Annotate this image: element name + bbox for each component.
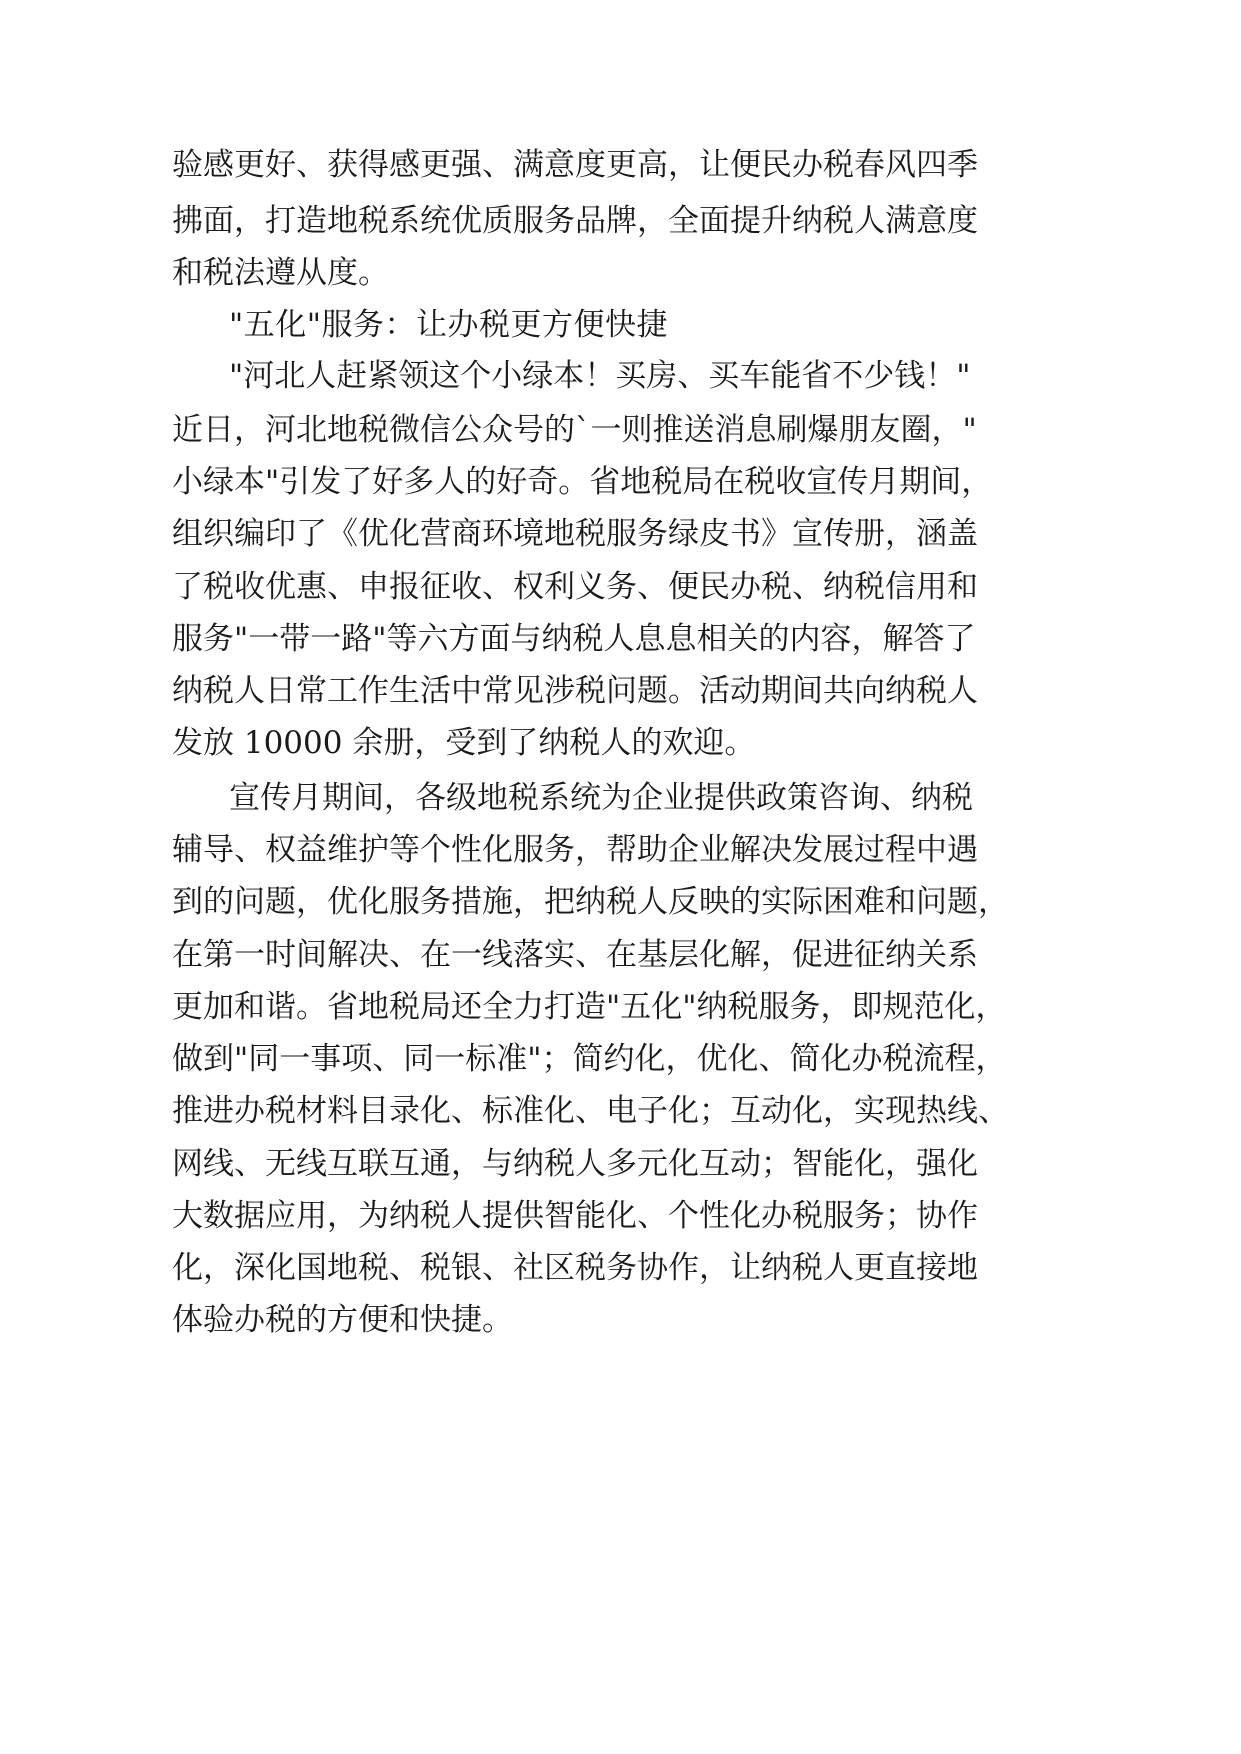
paragraph-line: [0, 872, 1241, 933]
line-text: 纳税人日常工作生活中常见涉税问题。活动期间共向纳税人: [172, 673, 978, 709]
line-text: 拂面，打造地税系统优质服务品牌，全面提升纳税人满意度: [172, 203, 978, 239]
line-text: 宣传月期间，各级地税系统为企业提供政策咨询、纳税: [229, 780, 973, 816]
line-text: 发放 10000 余册，受到了纳税人的欢迎。: [172, 725, 756, 761]
paragraph-line: [0, 1081, 1241, 1142]
line-text: 大数据应用，为纳税人提供智能化、个性化办税服务；协作: [172, 1198, 978, 1234]
heading-text: "五化"服务：让办税更方便快捷: [229, 307, 669, 343]
line-text: 验感更好、获得感更强、满意度更高，让便民办税春风四季: [172, 147, 978, 183]
line-text: 做到"同一事项、同一标准"；简约化，优化、简化办税流程，: [172, 1041, 1007, 1077]
line-text: "河北人赶紧领这个小绿本！买房、买车能省不少钱！": [229, 358, 971, 394]
line-text: 近日，河北地税微信公众号的`一则推送消息刷爆朋友圈，": [172, 412, 977, 448]
line-text: 更加和谐。省地税局还全力打造"五化"纳税服务，即规范化，: [172, 989, 1007, 1025]
line-text: 和税法遵从度。: [172, 255, 389, 291]
paragraph-line: [0, 504, 1241, 565]
line-text: 推进办税材料目录化、标准化、电子化；互动化，实现热线、: [172, 1093, 1009, 1129]
paragraph-line: [0, 713, 1241, 774]
line-text: 了税收优惠、申报征收、权利义务、便民办税、纳税信用和: [172, 569, 978, 605]
paragraph-line: [0, 135, 1241, 196]
line-text: 服务"一带一路"等六方面与纳税人息息相关的内容，解答了: [172, 621, 976, 657]
line-text: 在第一时间解决、在一线落实、在基层化解，促进征纳关系: [172, 937, 978, 973]
line-text: 到的问题，优化服务措施，把纳税人反映的实际困难和问题，: [172, 884, 1009, 920]
line-text: 网线、无线互联互通，与纳税人多元化互动；智能化，强化: [172, 1146, 978, 1182]
line-text: 小绿本"引发了好多人的好奇。省地税局在税收宣传月期间，: [172, 464, 993, 500]
paragraph-line: [0, 346, 1241, 407]
line-text: 体验办税的方便和快捷。: [172, 1302, 513, 1338]
paragraph-line: [0, 1290, 1241, 1351]
line-text: 化，深化国地税、税银、社区税务协作，让纳税人更直接地: [172, 1250, 978, 1286]
line-text: 辅导、权益维护等个性化服务，帮助企业解决发展过程中遇: [172, 832, 978, 868]
line-text: 组织编印了《优化营商环境地税服务绿皮书》宣传册，涵盖: [172, 516, 978, 552]
